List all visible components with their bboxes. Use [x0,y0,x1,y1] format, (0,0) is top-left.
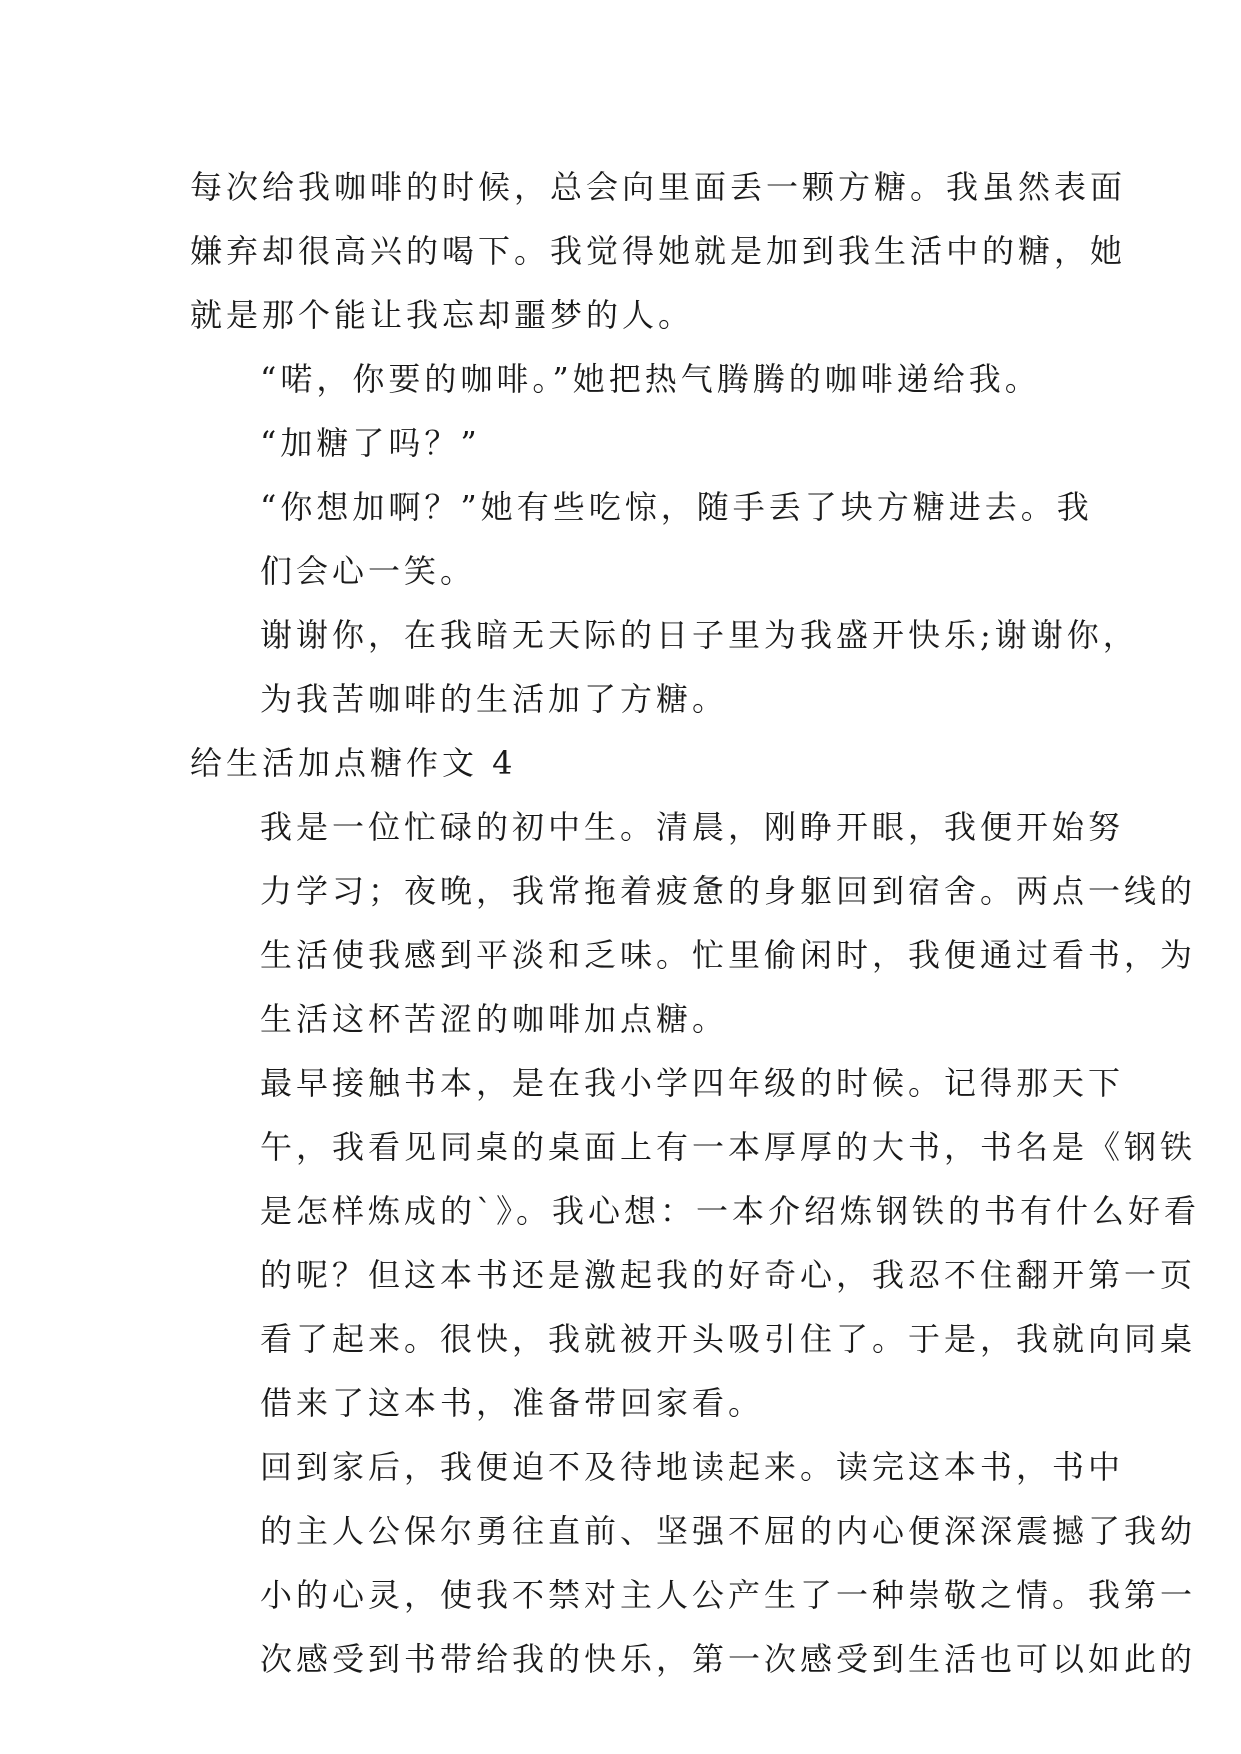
paragraph-thanks [190,603,1139,731]
text-line: “你想加啊？”她有些吃惊，随手丢了块方糖进去。我 [260,488,1093,526]
text-line: 是怎样炼成的`》。我心想：一本介绍炼钢铁的书有什么好看 [260,1192,1201,1230]
text-line: 力学习；夜晚，我常拖着疲惫的身躯回到宿舍。两点一线的 [260,872,1197,910]
paragraph-coffee-sugar [190,155,1127,347]
text-line: 回到家后，我便迫不及待地读起来。读完这本书，书中 [260,1448,1125,1486]
heading-text: 给生活加点糖作文 4 [190,744,517,782]
paragraph-dialogue-1 [190,347,1050,411]
text-line: 每次给我咖啡的时候，总会向里面丢一颗方糖。我虽然表面 [190,168,1127,206]
paragraph-busy-student [190,795,1197,1051]
text-line: 生活使我感到平淡和乏味。忙里偷闲时，我便通过看书，为 [260,936,1197,974]
text-line: 为我苦咖啡的生活加了方糖。 [260,680,729,718]
text-line: 生活这杯苦涩的咖啡加点糖。 [260,1000,729,1038]
text-line: 看了起来。很快，我就被开头吸引住了。于是，我就向同桌 [260,1320,1197,1358]
paragraph-dialogue-2 [190,411,1050,475]
text-line: 最早接触书本，是在我小学四年级的时候。记得那天下 [260,1064,1125,1102]
text-line: “喏，你要的咖啡。”她把热气腾腾的咖啡递给我。 [260,360,1041,398]
text-line: 午，我看见同桌的桌面上有一本厚厚的大书，书名是《钢铁 [260,1128,1197,1166]
text-line: 借来了这本书，准备带回家看。 [260,1384,765,1422]
document-body [190,155,1201,1691]
text-line: 们会心一笑。 [260,552,477,590]
text-line: 谢谢你，在我暗无天际的日子里为我盛开快乐;谢谢你， [260,616,1139,654]
paragraph-reading-home [190,1435,1197,1691]
text-line: 嫌弃却很高兴的喝下。我觉得她就是加到我生活中的糖，她 [190,232,1127,270]
text-line: 次感受到书带给我的快乐，第一次感受到生活也可以如此的 [260,1640,1197,1678]
text-line: 的主人公保尔勇往直前、坚强不屈的内心便深深震撼了我幼 [260,1512,1197,1550]
paragraph-first-book [190,1051,1201,1435]
text-line: “加糖了吗？” [260,424,481,462]
text-line: 的呢？但这本书还是激起我的好奇心，我忍不住翻开第一页 [260,1256,1197,1294]
text-line: 我是一位忙碌的初中生。清晨，刚睁开眼，我便开始努 [260,808,1125,846]
text-line: 小的心灵，使我不禁对主人公产生了一种崇敬之情。我第一 [260,1576,1197,1614]
essay-heading [190,731,1050,795]
paragraph-dialogue-3 [190,475,1093,603]
text-line: 就是那个能让我忘却噩梦的人。 [190,296,695,334]
